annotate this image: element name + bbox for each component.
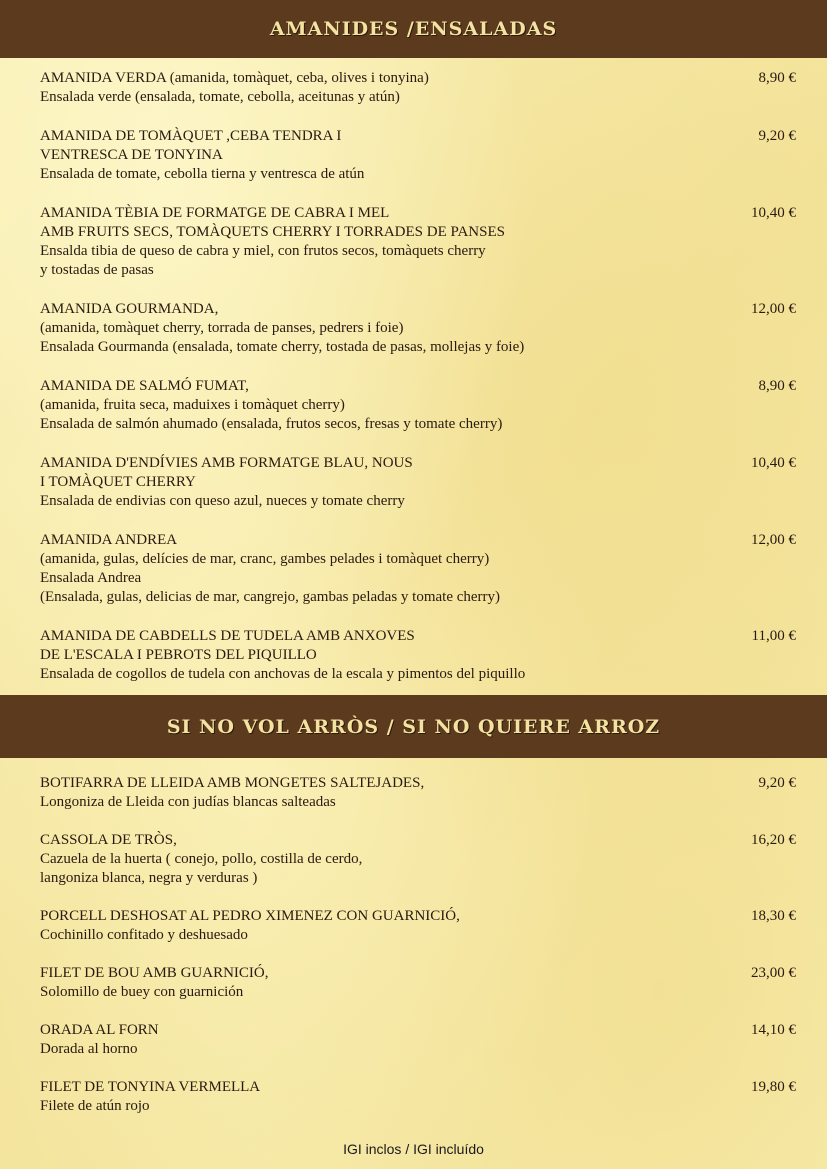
- no-arroz-list: [40, 774, 796, 1135]
- dish-price: 19,80 €: [751, 1079, 796, 1095]
- menu-item-row: [40, 377, 796, 396]
- menu-item: [40, 69, 796, 107]
- menu-item-row: [40, 127, 796, 146]
- dish-description: I TOMÀQUET CHERRY: [40, 474, 196, 490]
- dish-price: 16,20 €: [751, 832, 796, 848]
- dish-price: 10,40 €: [751, 455, 796, 471]
- dish-name: ORADA AL FORN: [40, 1022, 159, 1038]
- menu-item-row: [40, 531, 796, 550]
- dish-description: Ensalada de endivias con queso azul, nueces y tomate cherry: [40, 493, 405, 509]
- dish-description: Ensalada Gourmanda (ensalada, tomate cherry, tostada de pasas, mollejas y foie): [40, 339, 525, 355]
- dish-name: AMANIDA DE SALMÓ FUMAT,: [40, 378, 249, 394]
- dish-price: 9,20 €: [758, 775, 796, 791]
- section-title: AMANIDES /ENSALADAS: [269, 18, 558, 40]
- ensaladas-list: [40, 69, 796, 704]
- dish-price: 14,10 €: [751, 1022, 796, 1038]
- dish-description: (amanida, gulas, delícies de mar, cranc, gambes pelades i tomàquet cherry): [40, 551, 490, 567]
- menu-item: [40, 454, 796, 511]
- menu-item: [40, 127, 796, 184]
- dish-price: 12,00 €: [751, 301, 796, 317]
- dish-name: FILET DE TONYINA VERMELLA: [40, 1079, 261, 1095]
- tax-note: IGI inclos / IGI incluído: [343, 1141, 484, 1157]
- menu-item: [40, 907, 796, 945]
- menu-item: [40, 204, 796, 280]
- menu-item: [40, 964, 796, 1002]
- menu-item: [40, 531, 796, 607]
- dish-price: 23,00 €: [751, 965, 796, 981]
- dish-name: PORCELL DESHOSAT AL PEDRO XIMENEZ CON GUARNICIÓ,: [40, 908, 460, 924]
- dish-description: VENTRESCA DE TONYINA: [40, 147, 223, 163]
- menu-item-row: [40, 1021, 796, 1040]
- dish-name: BOTIFARRA DE LLEIDA AMB MONGETES SALTEJADES,: [40, 775, 425, 791]
- menu-item: [40, 1078, 796, 1116]
- dish-name: AMANIDA GOURMANDA,: [40, 301, 219, 317]
- menu-item: [40, 627, 796, 684]
- menu-item-row: [40, 69, 796, 88]
- dish-name: AMANIDA D'ENDÍVIES AMB FORMATGE BLAU, NOUS: [40, 455, 413, 471]
- section-header-no-arroz: [0, 695, 827, 758]
- dish-description: Filete de atún rojo: [40, 1098, 150, 1114]
- menu-item: [40, 1021, 796, 1059]
- dish-description: AMB FRUITS SECS, TOMÀQUETS CHERRY I TORRADES DE PANSES: [40, 224, 505, 240]
- dish-name: AMANIDA DE TOMÀQUET ,CEBA TENDRA I: [40, 128, 342, 144]
- dish-name: FILET DE BOU AMB GUARNICIÓ,: [40, 965, 269, 981]
- dish-description: Ensalada de cogollos de tudela con anchovas de la escala y pimentos del piquillo: [40, 666, 526, 682]
- dish-description: Cazuela de la huerta ( conejo, pollo, costilla de cerdo,: [40, 851, 363, 867]
- dish-price: 9,20 €: [758, 128, 796, 144]
- dish-price: 12,00 €: [751, 532, 796, 548]
- menu-item: [40, 377, 796, 434]
- dish-name: AMANIDA TÈBIA DE FORMATGE DE CABRA I MEL: [40, 205, 390, 221]
- menu-item-row: [40, 454, 796, 473]
- menu-item-row: [40, 774, 796, 793]
- dish-description: Cochinillo confitado y deshuesado: [40, 927, 248, 943]
- dish-description: Ensalada de tomate, cebolla tierna y ventresca de atún: [40, 166, 365, 182]
- dish-description: (Ensalada, gulas, delicias de mar, cangrejo, gambas peladas y tomate cherry): [40, 589, 501, 605]
- menu-item: [40, 300, 796, 357]
- dish-description: Longoniza de Lleida con judías blancas salteadas: [40, 794, 336, 810]
- menu-item-row: [40, 831, 796, 850]
- menu-item: [40, 774, 796, 812]
- dish-name: AMANIDA ANDREA: [40, 532, 178, 548]
- dish-name: CASSOLA DE TRÒS,: [40, 832, 177, 848]
- dish-price: 11,00 €: [751, 628, 796, 644]
- dish-description: Ensalada Andrea: [40, 570, 142, 586]
- menu-item-row: [40, 964, 796, 983]
- menu-item-row: [40, 627, 796, 646]
- menu-item: [40, 831, 796, 888]
- menu-item-row: [40, 907, 796, 926]
- dish-description: DE L'ESCALA I PEBROTS DEL PIQUILLO: [40, 647, 317, 663]
- dish-price: 8,90 €: [758, 70, 796, 86]
- dish-price: 18,30 €: [751, 908, 796, 924]
- dish-description: Ensalda tibia de queso de cabra y miel, con frutos secos, tomàquets cherry: [40, 243, 486, 259]
- dish-name: AMANIDA VERDA (amanida, tomàquet, ceba, olives i tonyina): [40, 70, 429, 86]
- section-header-ensaladas: [0, 0, 827, 58]
- dish-description: y tostadas de pasas: [40, 262, 154, 278]
- dish-name: AMANIDA DE CABDELLS DE TUDELA AMB ANXOVES: [40, 628, 415, 644]
- section-title: SI NO VOL ARRÒS / SI NO QUIERE ARROZ: [166, 715, 661, 738]
- dish-price: 8,90 €: [758, 378, 796, 394]
- dish-description: Solomillo de buey con guarnición: [40, 984, 244, 1000]
- menu-item-row: [40, 300, 796, 319]
- menu-item-row: [40, 204, 796, 223]
- dish-description: (amanida, fruita seca, maduixes i tomàquet cherry): [40, 397, 345, 413]
- dish-description: (amanida, tomàquet cherry, torrada de panses, pedrers i foie): [40, 320, 404, 336]
- dish-description: Ensalada verde (ensalada, tomate, cebolla, aceitunas y atún): [40, 89, 400, 105]
- dish-description: langoniza blanca, negra y verduras ): [40, 870, 258, 886]
- menu-item-row: [40, 1078, 796, 1097]
- dish-description: Ensalada de salmón ahumado (ensalada, frutos secos, fresas y tomate cherry): [40, 416, 503, 432]
- dish-price: 10,40 €: [751, 205, 796, 221]
- dish-description: Dorada al horno: [40, 1041, 138, 1057]
